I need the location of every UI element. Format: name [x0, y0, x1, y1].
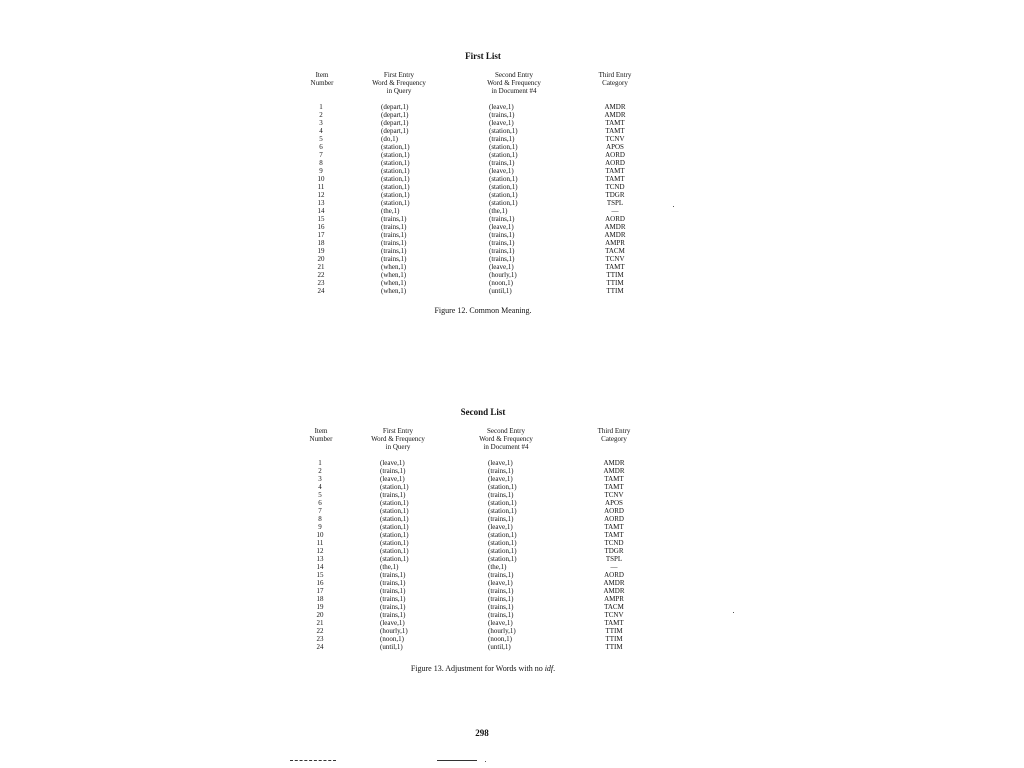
first-entry-cell: (trains,1) [380, 467, 406, 475]
item-number-cell: 6 [319, 143, 323, 151]
second-entry-cell: (hourly,1) [489, 271, 517, 279]
first-entry-cell: (trains,1) [381, 231, 407, 239]
category-cell: — [610, 563, 618, 571]
table-row [0, 475, 1024, 483]
first-entry-cell: (station,1) [381, 151, 410, 159]
category-cell: AORD [604, 571, 624, 579]
scan-speck [485, 761, 486, 762]
second-entry-cell: (station,1) [488, 499, 517, 507]
category-cell: AORD [605, 215, 625, 223]
first-entry-cell: (station,1) [381, 175, 410, 183]
table-row [0, 603, 1024, 611]
first-entry-cell: (depart,1) [381, 119, 409, 127]
item-number-cell: 15 [317, 215, 325, 223]
table-row [0, 143, 1024, 151]
first-list-header-item: Item Number [310, 71, 334, 87]
second-entry-cell: (trains,1) [489, 231, 515, 239]
second-entry-cell: (leave,1) [488, 475, 513, 483]
item-number-cell: 10 [316, 531, 324, 539]
second-list-table [0, 459, 1024, 655]
table-row [0, 151, 1024, 159]
category-cell: AMPR [604, 595, 624, 603]
table-row [0, 215, 1024, 223]
second-entry-cell: (station,1) [488, 507, 517, 515]
first-entry-cell: (station,1) [381, 191, 410, 199]
category-cell: TCND [604, 539, 624, 547]
table-row [0, 199, 1024, 207]
footer-rule-right [437, 760, 477, 761]
category-cell: AMDR [604, 111, 626, 119]
first-entry-cell: (station,1) [380, 499, 409, 507]
item-number-cell: 16 [317, 223, 325, 231]
first-entry-cell: (trains,1) [380, 587, 406, 595]
second-list-header-third-entry: Third Entry Category [597, 427, 631, 443]
category-cell: AMDR [604, 223, 626, 231]
item-number-cell: 9 [318, 523, 322, 531]
table-row [0, 579, 1024, 587]
table-row [0, 459, 1024, 467]
second-entry-cell: (trains,1) [488, 595, 514, 603]
second-entry-cell: (trains,1) [488, 491, 514, 499]
second-entry-cell: (trains,1) [488, 611, 514, 619]
table-row [0, 611, 1024, 619]
first-entry-cell: (station,1) [380, 555, 409, 563]
category-cell: — [611, 207, 619, 215]
item-number-cell: 10 [317, 175, 325, 183]
table-row [0, 247, 1024, 255]
category-cell: TCND [605, 183, 625, 191]
first-entry-cell: (station,1) [380, 515, 409, 523]
category-cell: TAMT [604, 483, 624, 491]
first-entry-cell: (trains,1) [380, 571, 406, 579]
figure-12-caption: Figure 12. Common Meaning. [434, 306, 532, 315]
second-entry-cell: (trains,1) [489, 247, 515, 255]
category-cell: TTIM [605, 635, 623, 643]
table-row [0, 239, 1024, 247]
second-entry-cell: (noon,1) [489, 279, 513, 287]
table-row [0, 159, 1024, 167]
category-cell: TDGR [605, 191, 625, 199]
category-cell: TTIM [606, 279, 624, 287]
item-number-cell: 3 [319, 119, 323, 127]
second-entry-cell: (station,1) [488, 547, 517, 555]
first-entry-cell: (depart,1) [381, 103, 409, 111]
second-entry-cell: (station,1) [488, 555, 517, 563]
item-number-cell: 5 [319, 135, 323, 143]
second-entry-cell: (trains,1) [488, 587, 514, 595]
table-row [0, 619, 1024, 627]
second-entry-cell: (trains,1) [489, 159, 515, 167]
figure-13-caption-text: Figure 13. Adjustment for Words with no [410, 664, 545, 673]
item-number-cell: 2 [318, 467, 322, 475]
category-cell: TAMT [605, 119, 625, 127]
second-entry-cell: (station,1) [489, 175, 518, 183]
first-entry-cell: (trains,1) [381, 215, 407, 223]
category-cell: AMDR [603, 579, 625, 587]
first-entry-cell: (station,1) [380, 523, 409, 531]
item-number-cell: 1 [319, 103, 323, 111]
category-cell: AORD [604, 507, 624, 515]
item-number-cell: 13 [317, 199, 325, 207]
second-entry-cell: (station,1) [488, 531, 517, 539]
category-cell: TTIM [605, 643, 623, 651]
second-entry-cell: (trains,1) [489, 135, 515, 143]
table-row [0, 287, 1024, 295]
second-entry-cell: (leave,1) [488, 579, 513, 587]
first-entry-cell: (when,1) [381, 287, 407, 295]
table-row [0, 175, 1024, 183]
second-entry-cell: (station,1) [488, 483, 517, 491]
second-entry-cell: (station,1) [488, 539, 517, 547]
category-cell: TAMT [605, 167, 625, 175]
second-list-header-second-entry: Second Entry Word & Frequency in Document #4 [479, 427, 533, 451]
item-number-cell: 17 [316, 587, 324, 595]
table-row [0, 467, 1024, 475]
first-entry-cell: (trains,1) [380, 595, 406, 603]
first-entry-cell: (trains,1) [380, 579, 406, 587]
category-cell: TAMT [605, 263, 625, 271]
second-entry-cell: (leave,1) [489, 119, 514, 127]
item-number-cell: 1 [318, 459, 322, 467]
first-entry-cell: (when,1) [381, 279, 407, 287]
category-cell: TACM [605, 247, 625, 255]
second-entry-cell: (the,1) [488, 563, 507, 571]
second-entry-cell: (trains,1) [488, 571, 514, 579]
category-cell: TAMT [605, 127, 625, 135]
table-row [0, 255, 1024, 263]
table-row [0, 207, 1024, 215]
table-row [0, 223, 1024, 231]
item-number-cell: 18 [317, 239, 325, 247]
scan-speck [673, 206, 674, 207]
item-number-cell: 21 [316, 619, 324, 627]
category-cell: TCNV [604, 491, 624, 499]
table-row [0, 491, 1024, 499]
category-cell: TTIM [606, 271, 624, 279]
first-entry-cell: (the,1) [380, 563, 399, 571]
first-entry-cell: (station,1) [381, 167, 410, 175]
first-entry-cell: (trains,1) [380, 611, 406, 619]
second-entry-cell: (station,1) [489, 191, 518, 199]
category-cell: TACM [604, 603, 624, 611]
second-entry-cell: (leave,1) [489, 167, 514, 175]
table-row [0, 555, 1024, 563]
item-number-cell: 14 [317, 207, 325, 215]
first-entry-cell: (depart,1) [381, 111, 409, 119]
item-number-cell: 16 [316, 579, 324, 587]
second-entry-cell: (the,1) [489, 207, 508, 215]
first-entry-cell: (station,1) [381, 159, 410, 167]
first-list-header-first-entry: First Entry Word & Frequency in Query [372, 71, 426, 95]
table-row [0, 119, 1024, 127]
category-cell: TCNV [605, 255, 625, 263]
first-list-header-second-entry: Second Entry Word & Frequency in Document #4 [487, 71, 541, 95]
second-entry-cell: (until,1) [488, 643, 511, 651]
item-number-cell: 23 [317, 279, 325, 287]
item-number-cell: 23 [316, 635, 324, 643]
first-list-header-third-entry: Third Entry Category [598, 71, 632, 87]
first-entry-cell: (hourly,1) [380, 627, 408, 635]
second-entry-cell: (station,1) [489, 151, 518, 159]
item-number-cell: 9 [319, 167, 323, 175]
second-list-title: Second List [460, 407, 506, 417]
table-row [0, 167, 1024, 175]
first-entry-cell: (station,1) [380, 483, 409, 491]
first-entry-cell: (leave,1) [380, 475, 405, 483]
second-entry-cell: (leave,1) [489, 223, 514, 231]
second-entry-cell: (station,1) [489, 183, 518, 191]
item-number-cell: 14 [316, 563, 324, 571]
category-cell: TAMT [604, 523, 624, 531]
category-cell: AMPR [605, 239, 625, 247]
item-number-cell: 24 [317, 287, 325, 295]
category-cell: TSPL [605, 555, 623, 563]
second-entry-cell: (until,1) [489, 287, 512, 295]
table-row [0, 279, 1024, 287]
category-cell: TCNV [604, 611, 624, 619]
second-entry-cell: (station,1) [489, 127, 518, 135]
item-number-cell: 4 [319, 127, 323, 135]
item-number-cell: 19 [316, 603, 324, 611]
second-entry-cell: (trains,1) [489, 255, 515, 263]
category-cell: AMDR [604, 103, 626, 111]
category-cell: AMDR [603, 459, 625, 467]
table-row [0, 595, 1024, 603]
item-number-cell: 2 [319, 111, 323, 119]
category-cell: TDGR [604, 547, 624, 555]
item-number-cell: 12 [316, 547, 324, 555]
category-cell: APOS [606, 143, 624, 151]
table-row [0, 635, 1024, 643]
item-number-cell: 11 [316, 539, 324, 547]
table-row [0, 103, 1024, 111]
category-cell: AORD [605, 151, 625, 159]
table-row [0, 507, 1024, 515]
table-row [0, 515, 1024, 523]
table-row [0, 563, 1024, 571]
category-cell: AMDR [603, 587, 625, 595]
first-entry-cell: (station,1) [380, 531, 409, 539]
first-entry-cell: (depart,1) [381, 127, 409, 135]
item-number-cell: 18 [316, 595, 324, 603]
category-cell: TAMT [604, 531, 624, 539]
item-number-cell: 15 [316, 571, 324, 579]
category-cell: AORD [605, 159, 625, 167]
second-list-header-item: Item Number [309, 427, 333, 443]
category-cell: TAMT [604, 475, 624, 483]
table-row [0, 127, 1024, 135]
item-number-cell: 4 [318, 483, 322, 491]
table-row [0, 531, 1024, 539]
table-row [0, 183, 1024, 191]
second-entry-cell: (hourly,1) [488, 627, 516, 635]
first-entry-cell: (leave,1) [380, 459, 405, 467]
item-number-cell: 12 [317, 191, 325, 199]
item-number-cell: 21 [317, 263, 325, 271]
second-entry-cell: (leave,1) [489, 103, 514, 111]
first-entry-cell: (until,1) [380, 643, 403, 651]
table-row [0, 587, 1024, 595]
category-cell: AORD [604, 515, 624, 523]
first-list-title: First List [465, 51, 501, 61]
second-entry-cell: (trains,1) [488, 603, 514, 611]
figure-13-caption [411, 664, 555, 673]
item-number-cell: 8 [319, 159, 323, 167]
item-number-cell: 22 [316, 627, 324, 635]
category-cell: TAMT [604, 619, 624, 627]
first-entry-cell: (trains,1) [381, 239, 407, 247]
table-row [0, 627, 1024, 635]
second-entry-cell: (trains,1) [489, 111, 515, 119]
item-number-cell: 11 [317, 183, 325, 191]
second-entry-cell: (leave,1) [488, 523, 513, 531]
category-cell: APOS [605, 499, 623, 507]
first-entry-cell: (station,1) [380, 547, 409, 555]
item-number-cell: 20 [317, 255, 325, 263]
second-entry-cell: (station,1) [489, 199, 518, 207]
table-row [0, 231, 1024, 239]
item-number-cell: 8 [318, 515, 322, 523]
second-entry-cell: (noon,1) [488, 635, 512, 643]
category-cell: TAMT [605, 175, 625, 183]
table-row [0, 483, 1024, 491]
item-number-cell: 13 [316, 555, 324, 563]
first-entry-cell: (leave,1) [380, 619, 405, 627]
item-number-cell: 20 [316, 611, 324, 619]
item-number-cell: 24 [316, 643, 324, 651]
second-entry-cell: (trains,1) [489, 239, 515, 247]
table-row [0, 271, 1024, 279]
first-entry-cell: (station,1) [381, 143, 410, 151]
first-entry-cell: (do,1) [381, 135, 398, 143]
item-number-cell: 17 [317, 231, 325, 239]
page-number: 298 [475, 728, 489, 738]
category-cell: TSPL [606, 199, 624, 207]
table-row [0, 539, 1024, 547]
scan-speck [733, 612, 734, 613]
category-cell: TTIM [606, 287, 624, 295]
table-row [0, 571, 1024, 579]
first-entry-cell: (trains,1) [381, 247, 407, 255]
first-entry-cell: (when,1) [381, 263, 407, 271]
item-number-cell: 5 [318, 491, 322, 499]
item-number-cell: 19 [317, 247, 325, 255]
category-cell: AMDR [604, 231, 626, 239]
category-cell: TTIM [605, 627, 623, 635]
table-row [0, 191, 1024, 199]
figure-13-caption-end: . [553, 664, 556, 673]
first-entry-cell: (noon,1) [380, 635, 404, 643]
second-entry-cell: (leave,1) [488, 459, 513, 467]
second-entry-cell: (trains,1) [489, 215, 515, 223]
table-row [0, 523, 1024, 531]
table-row [0, 643, 1024, 651]
first-entry-cell: (trains,1) [381, 223, 407, 231]
first-list-table [0, 103, 1024, 299]
footer-rule-left [290, 760, 336, 761]
second-entry-cell: (trains,1) [488, 467, 514, 475]
item-number-cell: 6 [318, 499, 322, 507]
item-number-cell: 7 [318, 507, 322, 515]
table-row [0, 547, 1024, 555]
first-entry-cell: (when,1) [381, 271, 407, 279]
table-row [0, 499, 1024, 507]
item-number-cell: 22 [317, 271, 325, 279]
category-cell: AMDR [603, 467, 625, 475]
table-row [0, 263, 1024, 271]
second-entry-cell: (station,1) [489, 143, 518, 151]
first-entry-cell: (station,1) [380, 539, 409, 547]
figure-13-caption-italic: idf [544, 664, 554, 673]
first-entry-cell: (trains,1) [381, 255, 407, 263]
second-list-header-first-entry: First Entry Word & Frequency in Query [371, 427, 425, 451]
category-cell: TCNV [605, 135, 625, 143]
first-entry-cell: (trains,1) [380, 603, 406, 611]
first-entry-cell: (station,1) [380, 507, 409, 515]
table-row [0, 135, 1024, 143]
item-number-cell: 7 [319, 151, 323, 159]
second-entry-cell: (leave,1) [489, 263, 514, 271]
item-number-cell: 3 [318, 475, 322, 483]
first-entry-cell: (the,1) [381, 207, 400, 215]
first-entry-cell: (station,1) [381, 183, 410, 191]
first-entry-cell: (trains,1) [380, 491, 406, 499]
first-entry-cell: (station,1) [381, 199, 410, 207]
table-row [0, 111, 1024, 119]
second-entry-cell: (trains,1) [488, 515, 514, 523]
second-entry-cell: (leave,1) [488, 619, 513, 627]
